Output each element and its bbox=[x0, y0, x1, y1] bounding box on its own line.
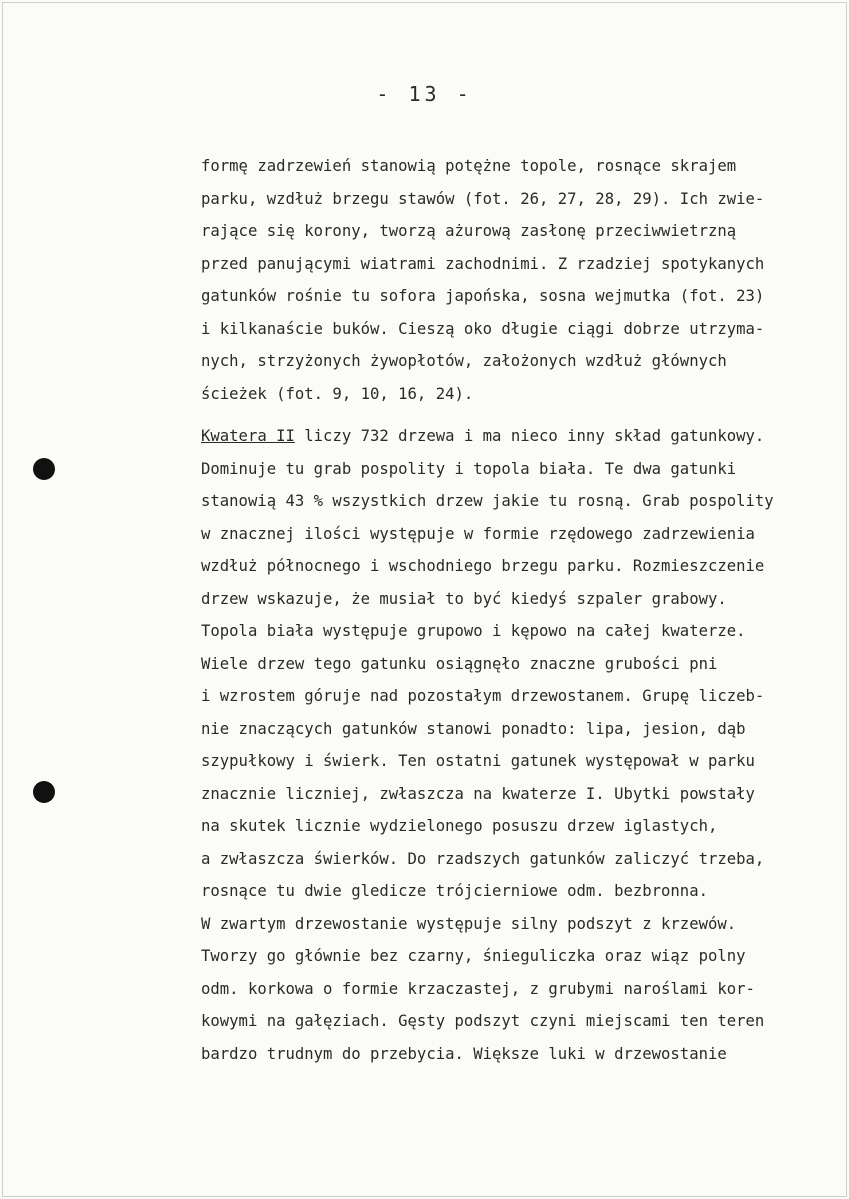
text-line: Dominuje tu grab pospolity i topola biała. Te dwa gatunki bbox=[201, 459, 737, 478]
text-line: przed panującymi wiatrami zachodnimi. Z rzadziej spotykanych bbox=[201, 254, 765, 273]
text-line: formę zadrzewień stanowią potężne topole, rosnące skrajem bbox=[201, 157, 737, 175]
text-line: wzdłuż północnego i wschodniego brzegu parku. Rozmieszczenie bbox=[201, 557, 765, 575]
page-number: - 13 - bbox=[376, 82, 473, 106]
punch-hole-bottom bbox=[33, 781, 55, 803]
text-line: W zwartym drzewostanie występuje silny podszyt z krzewów. bbox=[201, 914, 737, 933]
text-line: znacznie liczniej, zwłaszcza na kwaterze I. Ubytki powstały bbox=[201, 784, 755, 803]
text-line: odm. korkowa o formie krzaczastej, z grubymi naroślami kor- bbox=[201, 979, 755, 998]
text-line: i kilkanaście buków. Cieszą oko długie ciągi dobrze utrzyma- bbox=[201, 319, 765, 338]
text-line: parku, wzdłuż brzegu stawów (fot. 26, 27, 28, 29). Ich zwie- bbox=[201, 189, 765, 208]
text-line: ścieżek (fot. 9, 10, 16, 24). bbox=[201, 384, 474, 403]
text-line: rosnące tu dwie gledicze trójcierniowe odm. bezbronna. bbox=[201, 882, 708, 900]
paragraph-gap bbox=[201, 410, 841, 420]
text-line: nych, strzyżonych żywopłotów, założonych wzdłuż głównych bbox=[201, 352, 727, 370]
text-line: Tworzy go głównie bez czarny, śnieguliczka oraz wiąz polny bbox=[201, 947, 746, 965]
heading-line-rest: liczy 732 drzewa i ma nieco inny skład gatunkowy. bbox=[294, 427, 765, 445]
text-line: stanowią 43 % wszystkich drzew jakie tu rosną. Grab pospolity bbox=[201, 492, 774, 510]
text-line: kowymi na gałęziach. Gęsty podszyt czyni miejscami ten teren bbox=[201, 1012, 765, 1030]
body-text bbox=[201, 150, 841, 1070]
text-line: szypułkowy i świerk. Ten ostatni gatunek występował w parku bbox=[201, 752, 755, 770]
punch-hole-top bbox=[33, 458, 55, 480]
text-line: nie znaczących gatunków stanowi ponadto: lipa, jesion, dąb bbox=[201, 719, 746, 738]
section-heading: Kwatera II bbox=[201, 427, 295, 445]
text-line: a zwłaszcza świerków. Do rzadszych gatunków zaliczyć trzeba, bbox=[201, 849, 765, 868]
text-line: rające się korony, tworzą ażurową zasłonę przeciwwietrzną bbox=[201, 222, 737, 240]
paragraph-2 bbox=[201, 420, 841, 1070]
text-line: w znacznej ilości występuje w formie rzędowego zadrzewienia bbox=[201, 524, 755, 543]
text-line: Wiele drzew tego gatunku osiągnęło znaczne grubości pni bbox=[201, 654, 718, 673]
text-line: drzew wskazuje, że musiał to być kiedyś szpaler grabowy. bbox=[201, 589, 727, 608]
text-line: i wzrostem góruje nad pozostałym drzewostanem. Grupę liczeb- bbox=[201, 687, 765, 705]
text-line bbox=[201, 420, 841, 453]
text-line: Topola biała występuje grupowo i kępowo na całej kwaterze. bbox=[201, 622, 746, 640]
text-line: gatunków rośnie tu sofora japońska, sosna wejmutka (fot. 23) bbox=[201, 287, 765, 305]
text-line: bardzo trudnym do przebycia. Większe luki w drzewostanie bbox=[201, 1044, 727, 1063]
text-line: na skutek licznie wydzielonego posuszu drzew iglastych, bbox=[201, 817, 718, 835]
paragraph-1 bbox=[201, 150, 841, 410]
